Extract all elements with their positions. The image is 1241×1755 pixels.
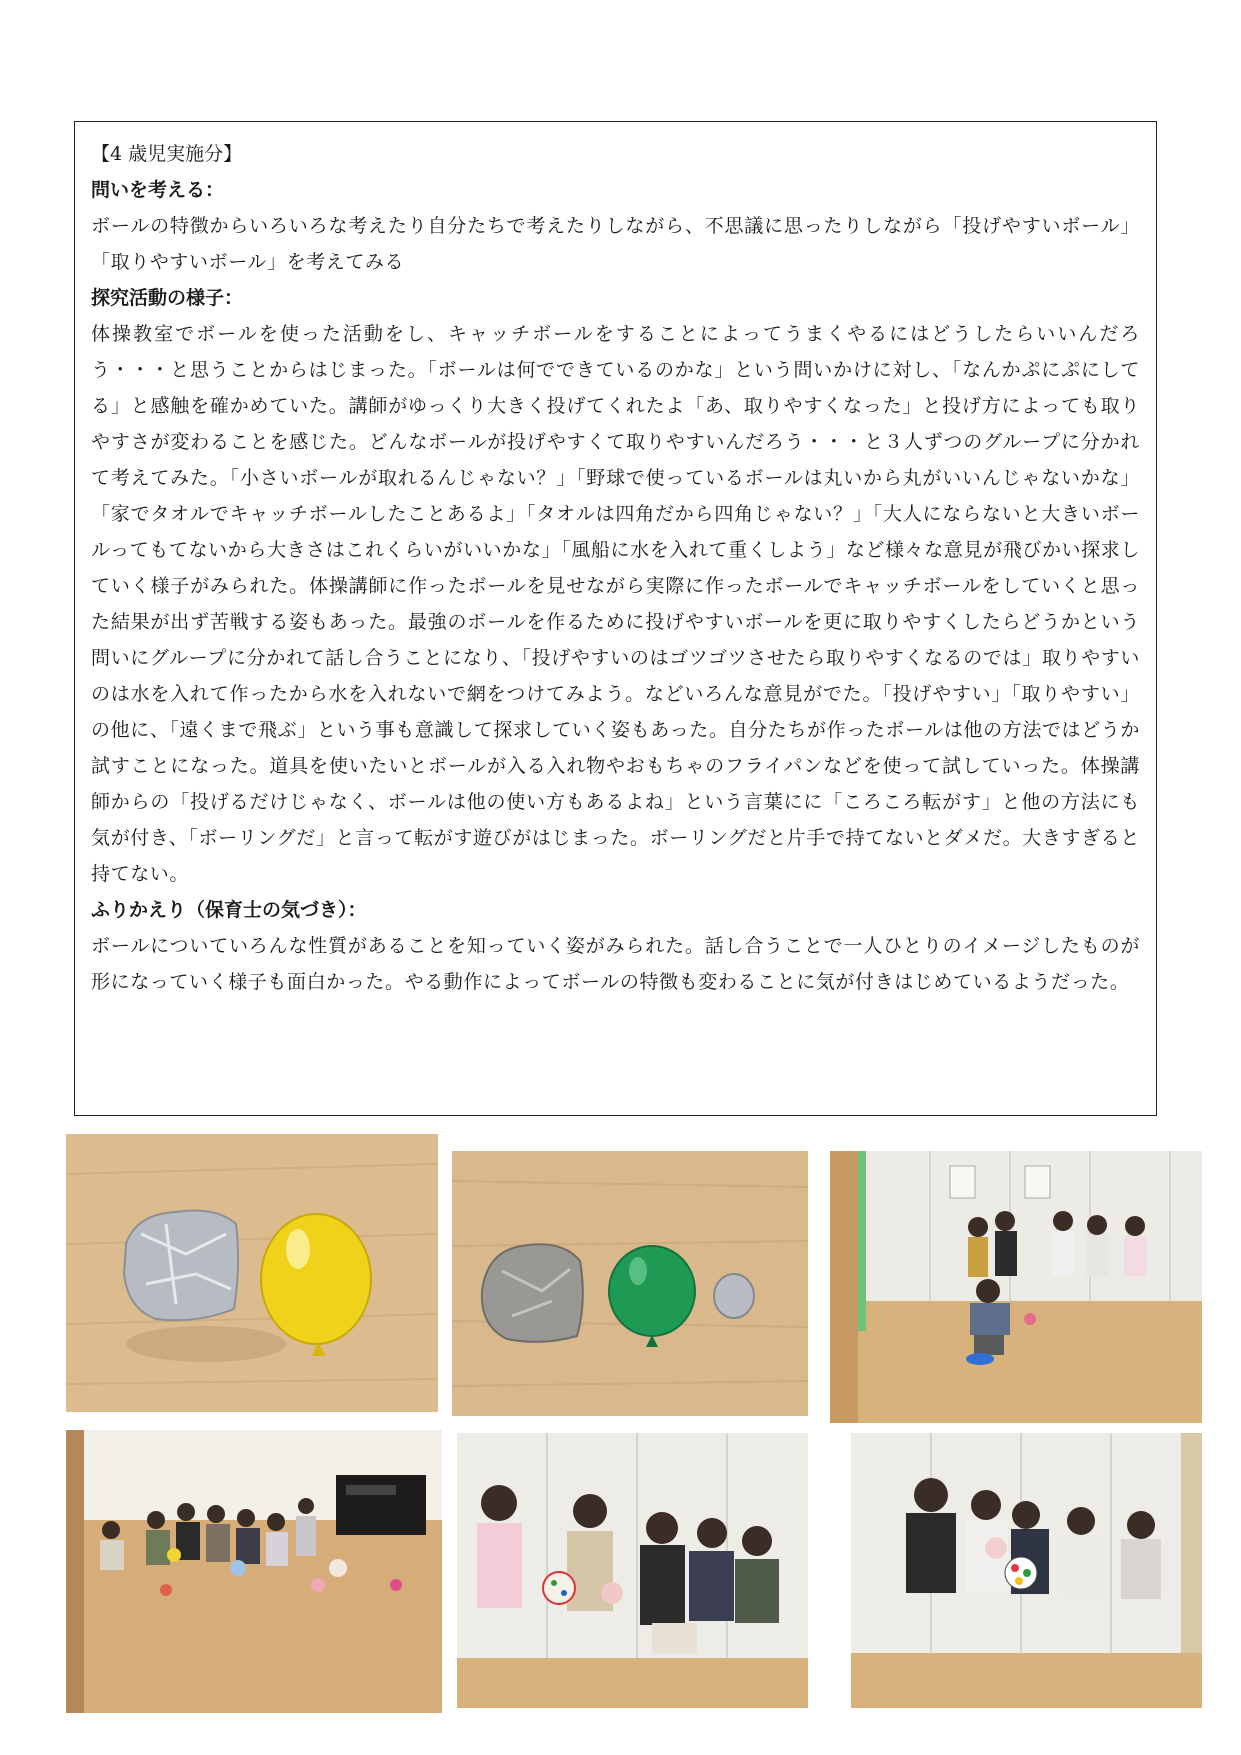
photo-children-against-wall [851, 1433, 1202, 1708]
activity-text: 体操教室でボールを使った活動をし、キャッチボールをすることによってうまくやるにはどうしたらいいんだろう・・・と思うことからはじまった。「ボールは何でできているのかな」という問いかけに対し、「なんかぷにぷにしてる」と感触を確かめていた。講師がゆっくり大きく投げてくれたよ「あ、取りやすくなった」と投げ方によっても取りやすさが変わることを感じた。どんなボールが投げやすくて取りやすいんだろう・・・と３人ずつのグループに分かれて考えてみた。「小さいボールが取れるんじゃない？」「野球で使っているボールは丸いから丸がいいんじゃないかな」「家でタオルでキャッチボールしたことあるよ」「タオルは四角だから四角じゃない？」「大人にならないと大きいボールってもてないから大きさはこれくらいがいいかな」「風船に水を入れて重くしよう」など様々な意見が飛びかい探求していく様子がみられた。体操講師に作ったボールを見せながら実際に作ったボールでキャッチボールをしていくと思った結果が出ず苦戦する姿もあった。最強のボールを作るために投げやすいボールを更に取りやすくしたらどうかという問いにグループに分かれて話し合うことになり、「投げやすいのはゴツゴツさせたら取りやすくなるのでは」取りやすいのは水を入れて作ったから水を入れないで網をつけてみよう。などいろんな意見がでた。「投げやすい」「取りやすい」の他に、「遠くまで飛ぶ」という事も意識して探求していく姿もあった。自分たちが作ったボールは他の方法ではどうか試すことになった。道具を使いたいとボールが入る入れ物やおもちゃのフライパンなどを使って試していった。体操講師からの「投げるだけじゃなく、ボールは他の使い方もあるよね」という言葉にに「ころころ転がす」と他の方法にも気が付き、「ボーリングだ」と言って転がす遊びがはじまった。ボーリングだと片手で持てないとダメだ。大きすぎると持てない。 [91, 323, 1140, 885]
activity-heading: 探究活動の様子： [91, 287, 244, 309]
photo-rolling-balls [66, 1430, 442, 1713]
question-heading: 問いを考える： [91, 179, 225, 201]
question-text: ボールの特徴からいろいろな考えたり自分たちで考えたりしながら、不思議に思ったりしながら「投げやすいボール」「取りやすいボール」を考えてみる [91, 215, 1140, 273]
photo-children-sitting-with-balls [457, 1433, 808, 1708]
photo-foil-ball-yellow-balloon [66, 1134, 438, 1412]
reflection-text: ボールについていろんな性質があることを知っていく姿がみられた。話し合うことで一人ひとりのイメージしたものが形になっていく様子も面白かった。やる動作によってボールの特徴も変わることに気が付きはじめているようだった。 [91, 935, 1140, 993]
photo-three-balls [452, 1151, 808, 1416]
reflection-heading: ふりかえり（保育士の気づき）： [91, 899, 367, 921]
report-box [74, 121, 1157, 1116]
photo-children-at-wall [830, 1151, 1202, 1423]
report-title: 【4 歳児実施分】 [91, 143, 243, 165]
